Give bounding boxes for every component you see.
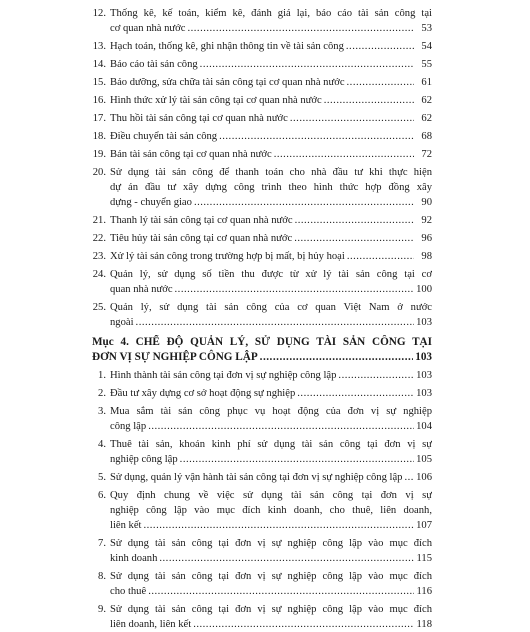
entry-text-line: Sử dụng tài sản công tại đơn vị sự nghiệp công lập vào mục đích [110,604,432,615]
entry-text-line: Thuê tài sản, khoán kinh phí sử dụng tài sản công tại đơn vị sự [110,439,432,450]
entry-text-line: Quy định chung về việc sử dụng tài sản công tại đơn vị sự [110,490,432,501]
dot-leader [187,21,414,36]
dot-leader [347,249,414,264]
page-number: 115 [416,553,432,564]
entry-text-line: Bán tài sản công tại cơ quan nhà nước [110,149,272,160]
entry-text-line: Tiêu hủy tài sản công tại cơ quan nhà nước [110,233,293,244]
entry-number: 7. [98,538,106,549]
entry-last-line [110,368,432,383]
entry-last-line [110,75,432,90]
entry-last-line [110,195,432,210]
page-number: 53 [421,23,432,34]
page-number: 98 [421,251,432,262]
dot-leader [295,213,414,228]
toc-entry [92,231,432,246]
entry-last-line [110,249,432,264]
entry-number: 3. [98,406,106,417]
page-number: 104 [416,421,432,432]
entry-last-line [110,282,432,297]
dot-leader [294,231,414,246]
entry-text-line: Mua sắm tài sản công phục vụ hoạt động của đơn vị sự nghiệp [110,406,432,417]
page-number: 92 [421,215,432,226]
dot-leader [338,368,414,383]
toc-entry [92,111,432,126]
toc-entry [92,267,432,297]
entry-number: 19. [92,149,106,160]
dot-leader [136,315,414,330]
entry-number: 17. [92,113,106,124]
entry-text-line: nghiệp công lập [110,454,178,465]
page-number: 103 [415,351,432,363]
toc-entry [92,300,432,330]
toc-entry [92,39,432,54]
entry-text-line: kinh doanh [110,553,158,564]
entry-last-line [110,93,432,108]
dot-leader [347,75,414,90]
entry-text-line: Sử dụng tài sản công để thanh toán cho nhà đầu tư khi thực hiện [110,167,432,178]
entry-text-line: Sử dụng, quản lý vận hành tài sản công tại đơn vị sự nghiệp công lập [110,472,403,483]
page-number: 55 [421,59,432,70]
entry-number: 22. [92,233,106,244]
dot-leader [404,470,414,485]
entry-text-line: Quản lý, sử dụng số tiền thu được từ xử lý tài sản công tại cơ [110,269,432,280]
page-number: 106 [416,472,432,483]
entry-text-line: Thống kê, kế toán, kiểm kê, đánh giá lại, báo cáo tài sản công tại [110,8,432,19]
dot-leader [290,111,414,126]
entry-text-line: cho thuê [110,586,147,597]
dot-leader [260,350,414,365]
toc-entry [98,386,432,401]
entry-last-line [92,350,432,365]
toc-entry [98,404,432,434]
page-number: 90 [421,197,432,208]
entry-last-line [110,213,432,228]
entry-number: 9. [98,604,106,615]
entry-text-line: dựng - chuyển giao [110,197,192,208]
entry-last-line [110,518,432,533]
entry-last-line [110,419,432,434]
dot-leader [148,419,414,434]
toc-entry [92,147,432,162]
entry-number: 24. [92,269,106,280]
toc-entry [92,165,432,210]
entry-last-line [110,617,432,632]
entry-last-line [110,21,432,36]
toc-entry [92,93,432,108]
entry-number: 15. [92,77,106,88]
section-heading [92,335,432,365]
entry-text-line: Thu hồi tài sản công tại cơ quan nhà nước [110,113,288,124]
entry-number: 18. [92,131,106,142]
dot-leader [194,195,414,210]
entry-text-line: Đầu tư xây dựng cơ sở hoạt động sự nghiệp [110,388,296,399]
entry-text-line: liên doanh, liên kết [110,619,192,630]
entry-last-line [110,386,432,401]
entry-text-line: Thanh lý tài sản công tại cơ quan nhà nước [110,215,293,226]
entry-last-line [110,39,432,54]
toc-entry [92,213,432,228]
entry-last-line [110,551,432,566]
entry-last-line [110,129,432,144]
page-number: 61 [421,77,432,88]
page-number: 116 [416,586,432,597]
entry-text-line: Quản lý, sử dụng tài sản công của cơ quan Việt Nam ở nước [110,302,432,313]
entry-last-line [110,315,432,330]
entry-text-line: dự án đầu tư xây dựng công trình theo hình thức hợp đồng xây [110,182,432,193]
entry-number: 25. [92,302,106,313]
entry-text-line: Hạch toán, thống kê, ghi nhận thông tin về tài sản công [110,41,344,52]
toc-entry [98,437,432,467]
entry-text-line: cơ quan nhà nước [110,23,186,34]
dot-leader [324,93,414,108]
dot-leader [175,282,414,297]
page-number: 107 [416,520,432,531]
page-number: 96 [421,233,432,244]
entry-number: 16. [92,95,106,106]
entry-last-line [110,452,432,467]
entry-text-line: Xử lý tài sản công trong trường hợp bị mất, bị hủy hoại [110,251,345,262]
page-number: 68 [421,131,432,142]
entry-text-line: liên kết [110,520,142,531]
page-number: 103 [416,370,432,381]
dot-leader [180,452,414,467]
dot-leader [159,551,414,566]
toc-entry [92,6,432,36]
toc-entry [92,129,432,144]
toc-entry [98,488,432,533]
toc-entry [92,57,432,72]
toc-entry [98,368,432,383]
dot-leader [143,518,414,533]
entry-text-line: Hình thức xử lý tài sản công tại cơ quan nhà nước [110,95,322,106]
toc-entry [92,249,432,264]
page-number: 100 [416,284,432,295]
entry-number: 8. [98,571,106,582]
dot-leader [219,129,414,144]
dot-leader [193,617,414,632]
entry-last-line [110,470,432,485]
toc-entry [98,470,432,485]
entry-number: 14. [92,59,106,70]
entry-number: 5. [98,472,106,483]
toc-entry [98,569,432,599]
toc-entry [98,602,432,632]
dot-leader [297,386,414,401]
entry-text-line: công lập [110,421,147,432]
page-number: 72 [421,149,432,160]
entry-number: 4. [98,439,106,450]
entry-last-line [110,147,432,162]
page-number: 54 [421,41,432,52]
entry-last-line [110,231,432,246]
entry-text-line: quan nhà nước [110,284,173,295]
dot-leader [200,57,414,72]
page-number: 62 [421,95,432,106]
entry-text-line: ĐƠN VỊ SỰ NGHIỆP CÔNG LẬP [92,351,258,363]
entry-text-line: Bảo dưỡng, sửa chữa tài sản công tại cơ quan nhà nước [110,77,345,88]
entry-text-line: nghiệp công lập vào mục đích kinh doanh, cho thuê, liên doanh, [110,505,432,516]
entry-text-line: Hình thành tài sản công tại đơn vị sự nghiệp công lập [110,370,337,381]
page-number: 118 [416,619,432,630]
toc-entry [98,536,432,566]
page-number: 103 [416,388,432,399]
entry-number: 6. [98,490,106,501]
entry-number: 21. [92,215,106,226]
entry-number: 2. [98,388,106,399]
page-number: 105 [416,454,432,465]
entry-text-line: Điều chuyển tài sản công [110,131,218,142]
entry-number: 1. [98,370,106,381]
dot-leader [148,584,414,599]
toc-entry [92,75,432,90]
entry-last-line [110,57,432,72]
page-number: 62 [421,113,432,124]
entry-text-line: Báo cáo tài sản công [110,59,198,70]
entry-number: 20. [92,167,106,178]
page-number: 103 [416,317,432,328]
entry-number: 23. [92,251,106,262]
entry-text-line: Mục 4. CHẾ ĐỘ QUẢN LÝ, SỬ DỤNG TÀI SẢN CÔNG TẠI [92,336,432,348]
entry-text-line: ngoài [110,317,134,328]
entry-last-line [110,584,432,599]
entry-number: 13. [92,41,106,52]
entry-last-line [110,111,432,126]
dot-leader [346,39,414,54]
entry-text-line: Sử dụng tài sản công tại đơn vị sự nghiệp công lập vào mục đích [110,538,432,549]
dot-leader [274,147,414,162]
entry-text-line: Sử dụng tài sản công tại đơn vị sự nghiệp công lập vào mục đích [110,571,432,582]
entry-number: 12. [92,8,106,19]
